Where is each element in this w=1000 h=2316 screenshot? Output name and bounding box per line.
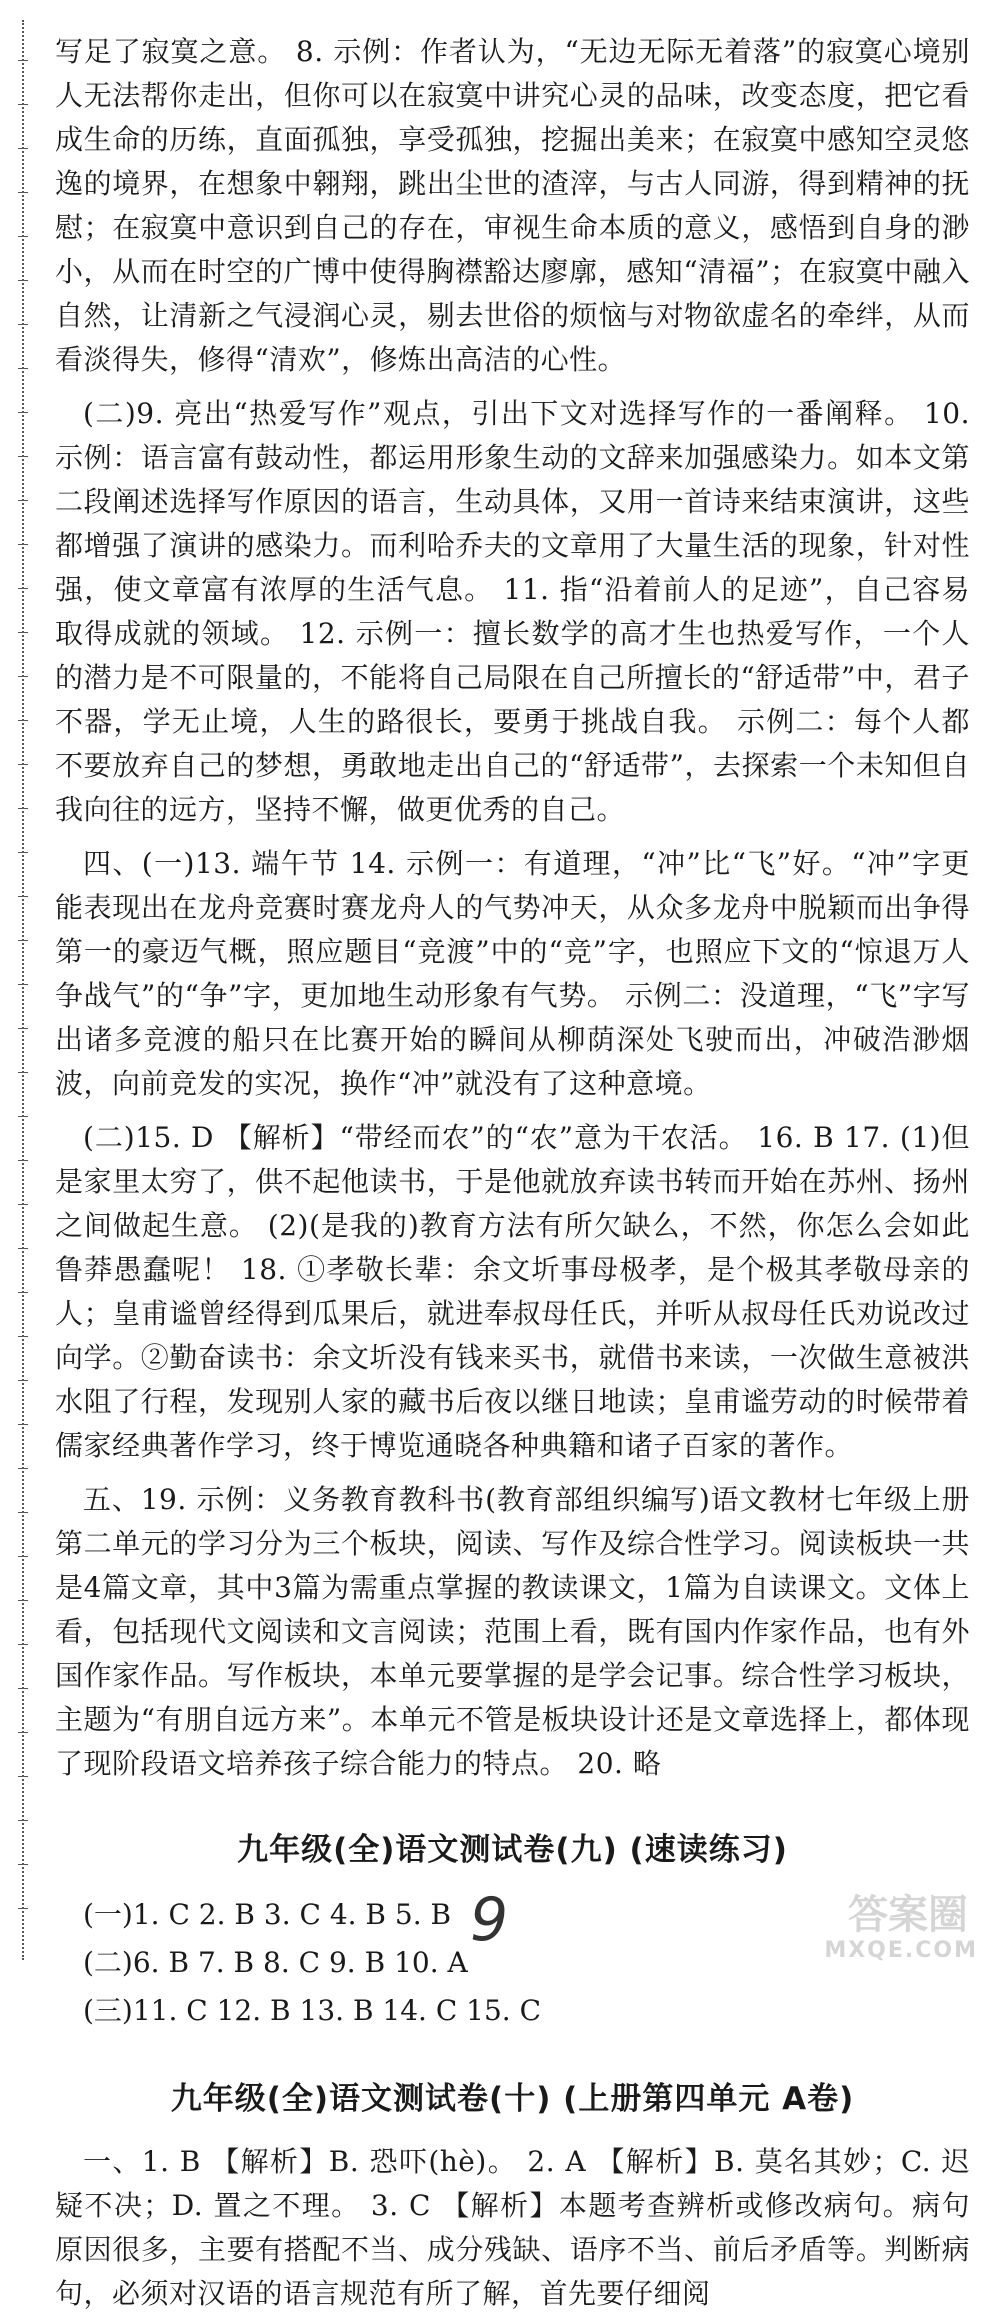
- margin-tick: [18, 412, 28, 413]
- margin-tick: [18, 544, 28, 545]
- section-9-row-2: (二)6. B 7. B 8. C 9. B 10. A: [83, 1946, 468, 1979]
- section-10-title: 九年级(全)语文测试卷(十) (上册第四单元 A卷): [170, 2081, 855, 2117]
- margin-tick: [18, 1688, 28, 1689]
- margin-tick: [18, 1820, 28, 1821]
- margin-tick: [18, 60, 28, 61]
- margin-tick: [18, 676, 28, 677]
- margin-tick: [18, 1512, 28, 1513]
- margin-tick: [18, 720, 28, 721]
- answer-paragraph-3: 四、(一)13. 端午节 14. 示例一：有道理，“冲”比“飞”好。“冲”字更能表现出在龙舟竞赛时赛龙舟人的气势冲天，从众多龙舟中脱颖而出争得第一的豪迈气概，照应题目“竞渡”中的“竞”字，也照应下文的“惊退万人争战气”的“争”字，更加地生动形象有气势。 示例二：没道理，“飞”字写出诸多竞渡的船只在比赛开始的瞬间从柳荫深处飞驶而出，冲破浩渺烟波，向前竞发的实况，换作“冲”就没有了这种意境。: [55, 847, 970, 1100]
- answer-paragraph-2: (二)9. 亮出“热爱写作”观点，引出下文对选择写作的一番阐释。 10. 示例：语言富有鼓动性，都运用形象生动的文辞来加强感染力。如本文第二段阐述选择写作原因的语言，生动具体，又用一首诗来结束演讲，这些都增强了演讲的感染力。而利哈乔夫的文章用了大量生活的现象，针对性强，使文章富有浓厚的生活气息。 11. 指“沿着前人的足迹”，自己容易取得成就的领域。 12. 示例一：擅长数学的高才生也热爱写作，一个人的潜力是不可限量的，不能将自己局限在自己所擅长的“舒适带”中，君子不器，学无止境，人生的路很长，要勇于挑战自我。 示例二：每个人都不要放弃自己的梦想，勇敢地走出自己的“舒适带”，去探索一个未知但自我向往的远方，坚持不懈，做更优秀的自己。: [55, 397, 970, 826]
- page-number: 9: [470, 1885, 509, 1955]
- margin-tick: [18, 632, 28, 633]
- margin-tick: [18, 1028, 28, 1029]
- binding-margin-line: [22, 20, 24, 1960]
- margin-tick: [18, 896, 28, 897]
- watermark-url: MXQE.COM: [824, 1938, 978, 1963]
- margin-tick: [18, 1336, 28, 1337]
- section-9-title: 九年级(全)语文测试卷(九) (速读练习): [237, 1832, 788, 1868]
- margin-tick: [18, 456, 28, 457]
- margin-tick: [18, 1644, 28, 1645]
- margin-tick: [18, 588, 28, 589]
- margin-tick: [18, 1160, 28, 1161]
- margin-tick: [18, 1072, 28, 1073]
- margin-tick: [18, 1248, 28, 1249]
- margin-tick: [18, 500, 28, 501]
- margin-tick: [18, 1204, 28, 1205]
- margin-tick: [18, 1468, 28, 1469]
- watermark: [808, 1883, 978, 1963]
- margin-tick: [18, 236, 28, 237]
- margin-tick: [18, 1776, 28, 1777]
- margin-tick: [18, 1908, 28, 1909]
- margin-tick: [18, 940, 28, 941]
- margin-tick: [18, 984, 28, 985]
- margin-tick: [18, 808, 28, 809]
- section-9-row-1: (一)1. C 2. B 3. C 4. B 5. B: [83, 1898, 452, 1931]
- answer-paragraph-1: 写足了寂寞之意。 8. 示例：作者认为，“无边无际无着落”的寂寞心境别人无法帮你走出，但你可以在寂寞中讲究心灵的品味，改变态度，把它看成生命的历练，直面孤独，享受孤独，挖掘出美来；在寂寞中感知空灵悠逸的境界，在想象中翱翔，跳出尘世的渣滓，与古人同游，得到精神的抚慰；在寂寞中意识到自己的存在，审视生命本质的意义，感悟到自身的渺小，从而在时空的广博中使得胸襟豁达廖廓，感知“清福”；在寂寞中融入自然，让清新之气浸润心灵，剔去世俗的烦恼与对物欲虚名的牵绊，从而看淡得失，修得“清欢”，修炼出高洁的心性。: [55, 35, 970, 376]
- margin-tick: [18, 1556, 28, 1557]
- margin-tick: [18, 1292, 28, 1293]
- section-10-paragraph: 一、1. B 【解析】B. 恐吓(hè)。 2. A 【解析】B. 莫名其妙；C. 迟疑不决；D. 置之不理。 3. C 【解析】本题考查辨析或修改病句。病句原因很多，主要有搭配不当、成分残缺、语序不当、前后矛盾等。判断病句，必须对汉语的语言规范有所了解，首先要仔细阅: [55, 2145, 970, 2310]
- margin-tick: [18, 1864, 28, 1865]
- margin-tick: [18, 324, 28, 325]
- margin-tick: [18, 148, 28, 149]
- margin-tick: [18, 1732, 28, 1733]
- answer-paragraph-5: 五、19. 示例：义务教育教科书(教育部组织编写)语文教材七年级上册第二单元的学习分为三个板块，阅读、写作及综合性学习。阅读板块一共是4篇文章，其中3篇为需重点掌握的教读课文，1篇为自读课文。文体上看，包括现代文阅读和文言阅读；范围上看，既有国内作家作品，也有外国作家作品。写作板块，本单元要掌握的是学会记事。综合性学习板块，主题为“有朋自远方来”。本单元不管是板块设计还是文章选择上，都体现了现阶段语文培养孩子综合能力的特点。 20. 略: [55, 1483, 970, 1780]
- section-9-row-3: (三)11. C 12. B 13. B 14. C 15. C: [83, 1994, 542, 2027]
- margin-tick: [18, 1380, 28, 1381]
- margin-tick: [18, 1116, 28, 1117]
- margin-tick: [18, 852, 28, 853]
- answer-content: [55, 30, 970, 2316]
- margin-tick: [18, 764, 28, 765]
- watermark-logo: 答案圈: [848, 1892, 968, 1938]
- margin-tick: [18, 280, 28, 281]
- margin-tick: [18, 192, 28, 193]
- answer-paragraph-4: (二)15. D 【解析】“带经而农”的“农”意为干农活。 16. B 17. (1)但是家里太穷了，供不起他读书，于是他就放弃读书转而开始在苏州、扬州之间做起生意。 (2)(是我的)教育方法有所欠缺么，不然，你怎么会如此鲁莽愚蠢呢！ 18. ①孝敬长辈：余文圻事母极孝，是个极其孝敬母亲的人；皇甫谧曾经得到瓜果后，就进奉叔母任氏，并听从叔母任氏劝说改过向学。②勤奋读书：余文圻没有钱来买书，就借书来读，一次做生意被洪水阻了行程，发现别人家的藏书后夜以继日地读；皇甫谧劳动的时候带着儒家经典著作学习，终于博览通晓各种典籍和诸子百家的著作。: [55, 1121, 970, 1462]
- margin-tick: [18, 368, 28, 369]
- margin-tick: [18, 1600, 28, 1601]
- margin-tick: [18, 104, 28, 105]
- margin-tick: [18, 1424, 28, 1425]
